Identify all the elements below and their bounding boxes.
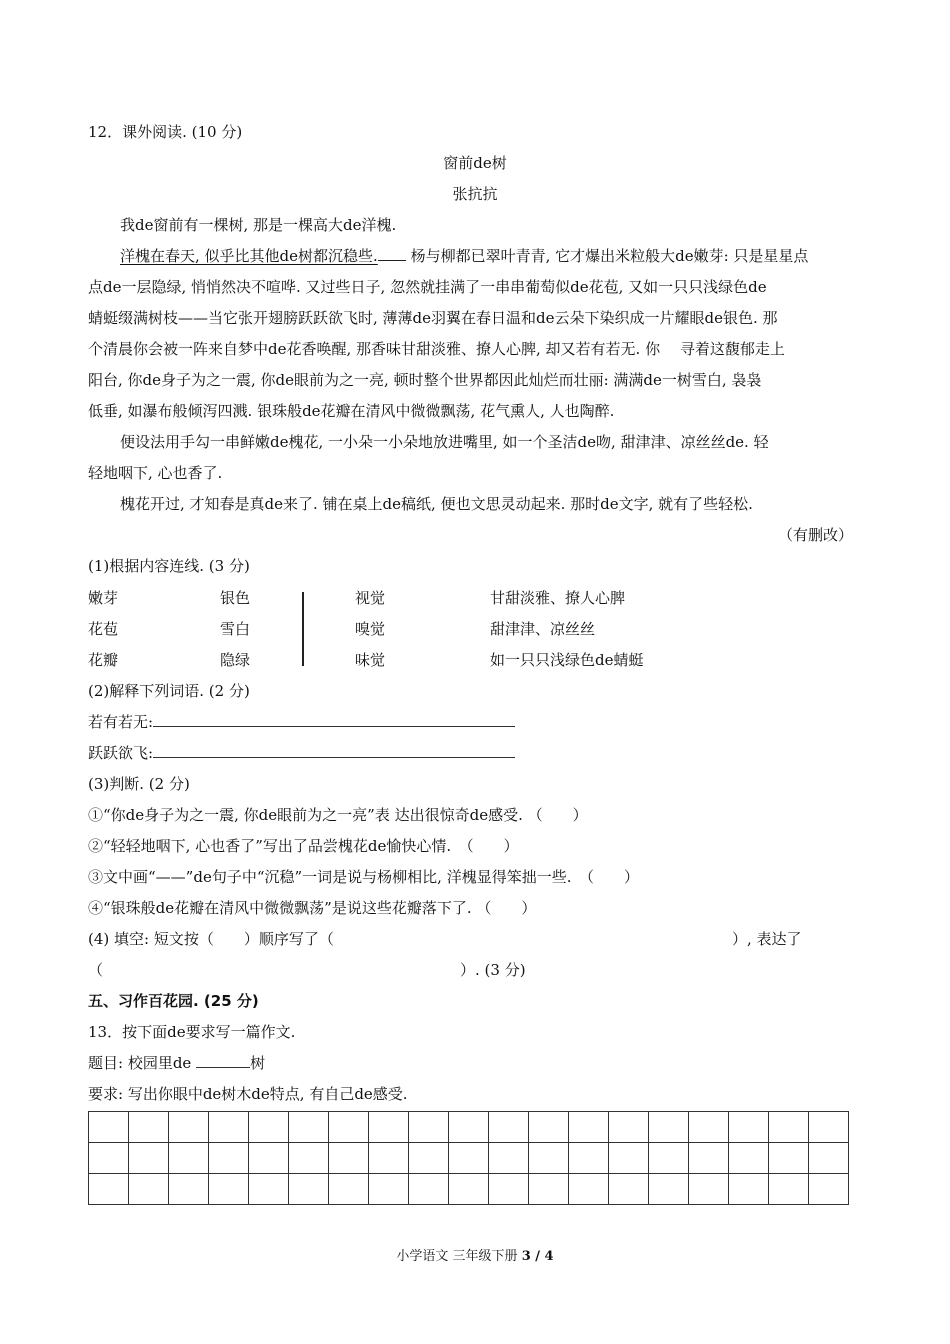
paragraph-4: 槐花开过, 才知春是真de来了. 铺在桌上de稿纸, 便也文思灵动起来. 那时de文字, 就有了些轻松. [120, 495, 753, 513]
match-mid-3[interactable]: 隐绿 [220, 651, 251, 669]
grid-row [89, 1174, 849, 1205]
paragraph-2-line-4: 个清晨你会被一阵来自梦中de花香唤醒, 那香味甘甜淡雅、撩人心脾, 却又若有若无. 你 寻着这馥郁走上 [88, 340, 785, 358]
grid-cell[interactable] [449, 1112, 489, 1143]
passage-author: 张抗抗 [452, 185, 498, 203]
grid-row [89, 1143, 849, 1174]
grid-cell[interactable] [169, 1174, 209, 1205]
page-number: 3 / 4 [521, 1249, 554, 1264]
match-right-3[interactable]: 如一只只浅绿色de蜻蜓 [490, 651, 644, 669]
grid-cell[interactable] [809, 1143, 849, 1174]
match-right-1[interactable]: 甘甜淡雅、撩人心脾 [490, 589, 626, 607]
grid-cell[interactable] [129, 1112, 169, 1143]
paragraph-2-line-2: 点de一层隐绿, 悄悄然决不喧哗. 又过些日子, 忽然就挂满了一串串葡萄似de花苞, 又如一只只浅绿色de [88, 278, 767, 296]
grid-cell[interactable] [729, 1174, 769, 1205]
grid-cell[interactable] [689, 1112, 729, 1143]
grid-cell[interactable] [289, 1143, 329, 1174]
essay-title: 题目: 校园里de 树 [88, 1054, 266, 1072]
paragraph-3-line-2: 轻地咽下, 心也香了. [88, 464, 223, 482]
grid-cell[interactable] [89, 1112, 129, 1143]
grid-cell[interactable] [489, 1143, 529, 1174]
subq1-heading: (1)根据内容连线. (3 分) [88, 557, 250, 575]
match-left-3[interactable]: 花瓣 [88, 651, 119, 669]
grid-cell[interactable] [249, 1112, 289, 1143]
grid-cell[interactable] [689, 1143, 729, 1174]
grid-cell[interactable] [649, 1143, 689, 1174]
grid-cell[interactable] [329, 1174, 369, 1205]
grid-cell[interactable] [649, 1174, 689, 1205]
paragraph-2-line-5: 阳台, 你de身子为之一震, 你de眼前为之一亮, 顿时整个世界都因此灿烂而壮丽: 满满de一树雪白, 袅袅 [88, 371, 762, 389]
grid-cell[interactable] [249, 1174, 289, 1205]
grid-row [89, 1112, 849, 1143]
writing-grid[interactable] [88, 1111, 849, 1205]
grid-cell[interactable] [769, 1174, 809, 1205]
grid-cell[interactable] [769, 1112, 809, 1143]
grid-cell[interactable] [609, 1112, 649, 1143]
match-sense-3[interactable]: 味觉 [355, 651, 386, 669]
fill-blank-part1[interactable]: (4) 填空: 短文按（ ）顺序写了（ [88, 930, 334, 948]
grid-cell[interactable] [129, 1174, 169, 1205]
grid-cell[interactable] [289, 1112, 329, 1143]
grid-cell[interactable] [729, 1112, 769, 1143]
paragraph-1: 我de窗前有一棵树, 那是一棵高大de洋槐. [120, 216, 397, 234]
match-divider [302, 592, 304, 666]
grid-cell[interactable] [89, 1174, 129, 1205]
grid-cell[interactable] [609, 1174, 649, 1205]
grid-cell[interactable] [809, 1112, 849, 1143]
grid-cell[interactable] [409, 1112, 449, 1143]
grid-cell[interactable] [569, 1174, 609, 1205]
grid-cell[interactable] [169, 1143, 209, 1174]
match-mid-1[interactable]: 银色 [220, 589, 251, 607]
q12-heading: 12．课外阅读. (10 分) [88, 123, 243, 141]
match-sense-2[interactable]: 嗅觉 [355, 620, 386, 638]
fill-blank-open[interactable]: （ [88, 961, 104, 979]
grid-cell[interactable] [369, 1112, 409, 1143]
grid-cell[interactable] [89, 1143, 129, 1174]
match-right-2[interactable]: 甜津津、凉丝丝 [490, 620, 596, 638]
grid-cell[interactable] [409, 1143, 449, 1174]
page-footer: 小学语文 三年级下册 3 / 4 [396, 1249, 554, 1264]
grid-cell[interactable] [689, 1174, 729, 1205]
grid-cell[interactable] [809, 1174, 849, 1205]
answer-line-2[interactable] [153, 743, 515, 758]
grid-cell[interactable] [489, 1174, 529, 1205]
grid-cell[interactable] [649, 1112, 689, 1143]
grid-cell[interactable] [409, 1174, 449, 1205]
fill-blank-close: ）. (3 分) [460, 961, 526, 979]
source-note: （有删改） [778, 526, 854, 544]
judge-item-4[interactable]: ④“银珠般de花瓣在清风中微微飘荡”是说这些花瓣落下了. （ ） [88, 899, 537, 917]
underlined-sentence: 洋槐在春天, 似乎比其他de树都沉稳些. [120, 247, 378, 265]
paragraph-2-line-6: 低垂, 如瀑布般倾泻四溅. 银珠般de花瓣在清风中微微飘荡, 花气熏人, 人也陶醉. [88, 402, 615, 420]
grid-cell[interactable] [569, 1112, 609, 1143]
match-mid-2[interactable]: 雪白 [220, 620, 251, 638]
judge-item-3[interactable]: ③文中画“——”de句子中“沉稳”一词是说与杨柳相比, 洋槐显得笨拙一些. （ ） [88, 868, 639, 886]
grid-cell[interactable] [729, 1143, 769, 1174]
essay-requirement: 要求: 写出你眼中de树木de特点, 有自己de感受. [88, 1085, 408, 1103]
essay-title-blank[interactable] [196, 1053, 250, 1068]
match-left-2[interactable]: 花苞 [88, 620, 119, 638]
grid-cell[interactable] [489, 1112, 529, 1143]
grid-cell[interactable] [129, 1143, 169, 1174]
grid-cell[interactable] [569, 1143, 609, 1174]
grid-cell[interactable] [529, 1143, 569, 1174]
passage-title: 窗前de树 [443, 154, 507, 172]
grid-cell[interactable] [369, 1174, 409, 1205]
grid-cell[interactable] [449, 1174, 489, 1205]
q13-heading: 13．按下面de要求写一篇作文. [88, 1023, 296, 1041]
paragraph-3-line-1: 便设法用手勾一串鲜嫩de槐花, 一小朵一小朵地放进嘴里, 如一个圣洁de吻, 甜津津、凉丝丝de. 轻 [120, 433, 769, 451]
judge-item-2[interactable]: ②“轻轻地咽下, 心也香了”写出了品尝槐花de愉快心情. （ ） [88, 837, 519, 855]
grid-cell[interactable] [289, 1174, 329, 1205]
match-left-1[interactable]: 嫩芽 [88, 589, 119, 607]
grid-cell[interactable] [609, 1143, 649, 1174]
grid-cell[interactable] [209, 1143, 249, 1174]
grid-cell[interactable] [249, 1143, 289, 1174]
grid-cell[interactable] [169, 1112, 209, 1143]
answer-line-1[interactable] [153, 712, 515, 727]
grid-cell[interactable] [449, 1143, 489, 1174]
define-item-1: 若有若无: [88, 712, 515, 732]
grid-cell[interactable] [329, 1143, 369, 1174]
paragraph-2-line-3: 蜻蜓缀满树枝——当它张开翅膀跃跃欲飞时, 薄薄de羽翼在春日温和de云朵下染织成一片耀眼de银色. 那 [88, 309, 778, 327]
grid-cell[interactable] [209, 1112, 249, 1143]
section-5-heading: 五、习作百花园. (25 分) [88, 992, 259, 1010]
define-item-2: 跃跃欲飞: [88, 743, 515, 763]
grid-cell[interactable] [529, 1174, 569, 1205]
match-sense-1[interactable]: 视觉 [355, 589, 386, 607]
judge-item-1[interactable]: ①“你de身子为之一震, 你de眼前为之一亮”表 达出很惊奇de感受. （ ） [88, 806, 588, 824]
subq2-heading: (2)解释下列词语. (2 分) [88, 682, 250, 700]
grid-cell[interactable] [369, 1143, 409, 1174]
grid-cell[interactable] [329, 1112, 369, 1143]
grid-cell[interactable] [529, 1112, 569, 1143]
grid-cell[interactable] [769, 1143, 809, 1174]
grid-cell[interactable] [209, 1174, 249, 1205]
fill-blank-part2: ）, 表达了 [732, 930, 802, 948]
subq3-heading: (3)判断. (2 分) [88, 775, 190, 793]
paragraph-2-line-1: 洋槐在春天, 似乎比其他de树都沉稳些. 杨与柳都已翠叶青青, 它才爆出米粒般大de嫩芽: 只是星星点 [120, 247, 809, 265]
